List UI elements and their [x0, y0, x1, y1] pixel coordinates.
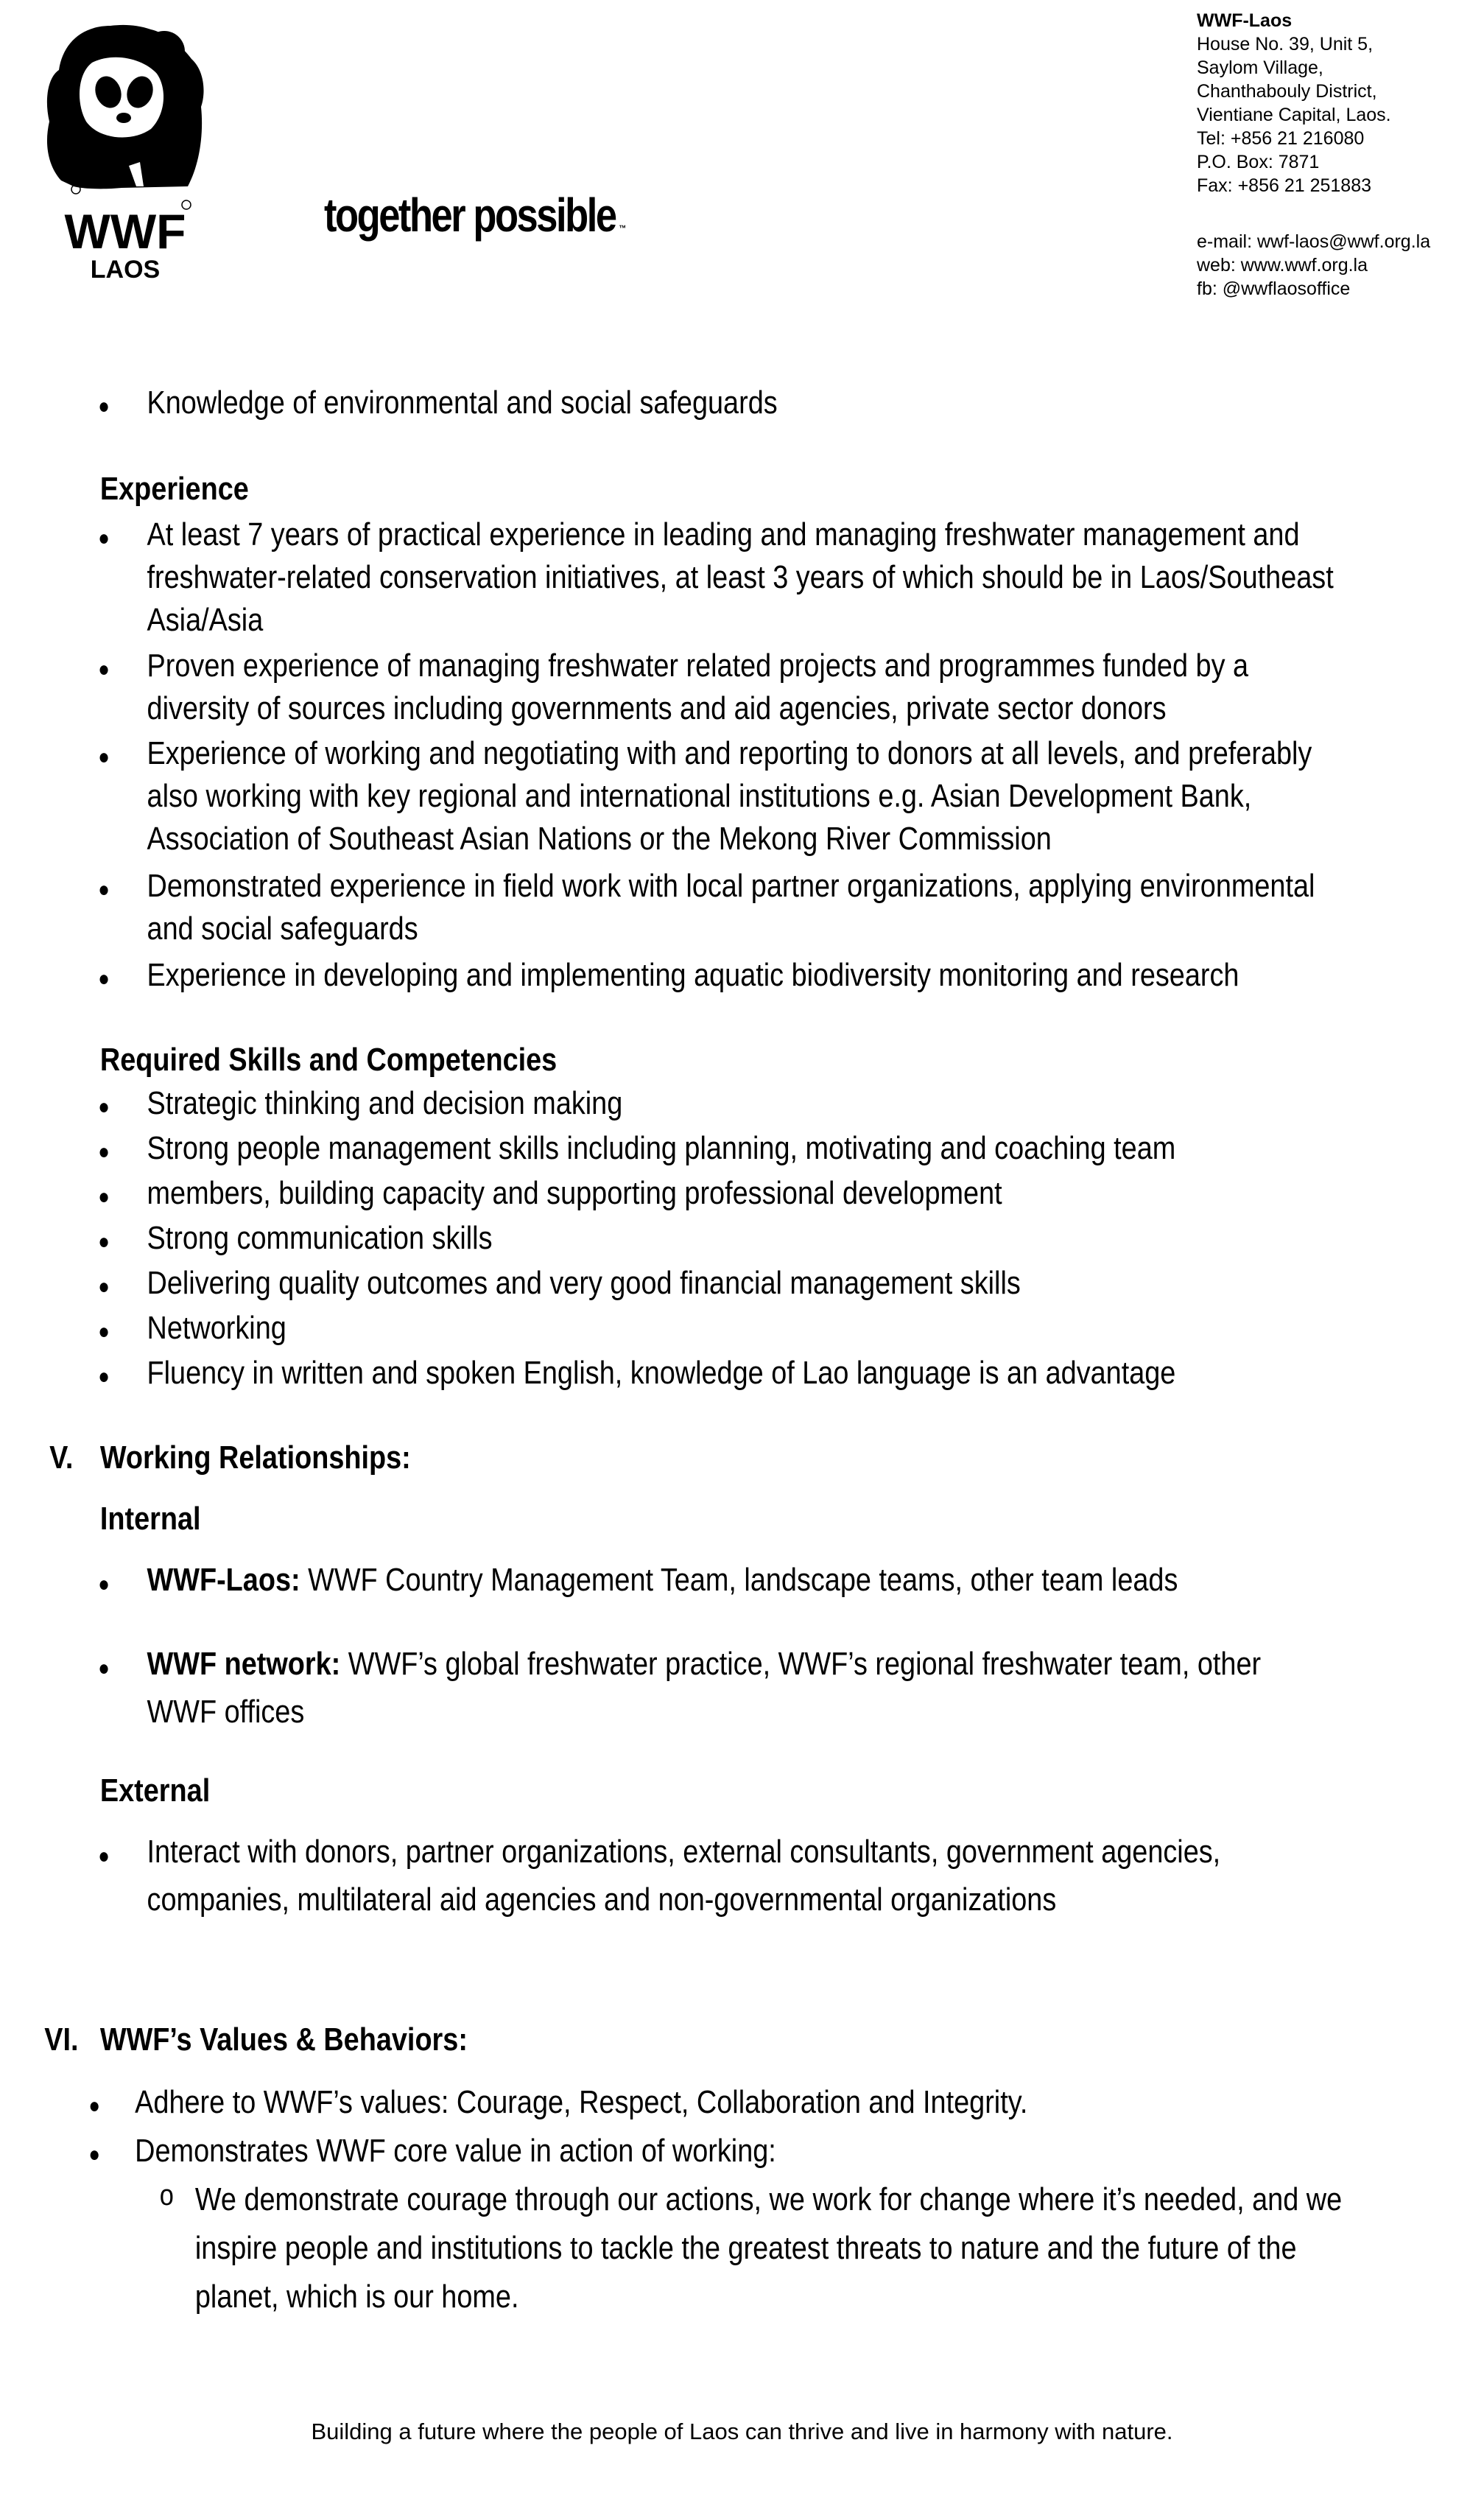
bullet-icon: ● — [98, 1230, 110, 1254]
list-item: WWF offices — [147, 1694, 305, 1730]
bullet-icon: ● — [98, 877, 110, 902]
list-item: Fluency in written and spoken English, knowledge of Lao language is an advantage — [147, 1355, 1176, 1391]
external-heading: External — [99, 1772, 211, 1809]
bullet-icon: ● — [98, 1185, 110, 1209]
list-item: Demonstrated experience in field work with local partner organizations, applying environmental — [147, 868, 1315, 904]
list-item: WWF network: WWF’s global freshwater practice, WWF’s regional freshwater team, other — [147, 1646, 1262, 1682]
bullet-icon: ● — [98, 745, 110, 769]
bullet-icon: ● — [98, 1319, 110, 1344]
bullet-icon: ● — [88, 2094, 100, 2118]
logo-country: LAOS — [90, 256, 161, 284]
list-item: and social safeguards — [147, 911, 418, 947]
bullet-icon: ● — [98, 967, 110, 991]
contact-address-line: Chanthabouly District, — [1197, 81, 1377, 102]
list-item: Strong people management skills including planning, motivating and coaching team — [147, 1130, 1176, 1166]
list-item: Experience of working and negotiating with and reporting to donors at all levels, and preferably — [147, 735, 1312, 771]
bullet-icon: ● — [98, 394, 110, 418]
bullet-icon: ● — [98, 1140, 110, 1164]
list-item: Adhere to WWF’s values: Courage, Respect, Collaboration and Integrity. — [135, 2084, 1028, 2120]
list-item: members, building capacity and supporting professional development — [147, 1175, 1002, 1211]
logo-wordmark: WWF — [64, 204, 186, 259]
list-item: WWF-Laos: WWF Country Management Team, landscape teams, other team leads — [147, 1562, 1178, 1598]
section-title: Working Relationships: — [99, 1439, 411, 1476]
contact-address-line: Saylom Village, — [1197, 57, 1323, 78]
list-item: Association of Southeast Asian Nations or the Mekong River Commission — [147, 821, 1052, 857]
list-item: Asia/Asia — [147, 602, 264, 638]
trademark-mark: ™ — [619, 223, 627, 234]
bullet-icon: ● — [98, 1844, 110, 1868]
contact-pobox: P.O. Box: 7871 — [1197, 152, 1320, 172]
list-item: Interact with donors, partner organizations, external consultants, government agencies, — [147, 1834, 1221, 1870]
list-item: planet, which is our home. — [194, 2279, 519, 2315]
bullet-icon: ● — [98, 526, 110, 550]
skills-heading: Required Skills and Competencies — [99, 1042, 558, 1078]
section-title: WWF’s Values & Behaviors: — [99, 2021, 468, 2058]
list-item: We demonstrate courage through our actions, we work for change where it’s needed, and we — [194, 2181, 1343, 2217]
list-item: Knowledge of environmental and social safeguards — [147, 385, 778, 421]
contact-tel: Tel: +856 21 216080 — [1197, 128, 1365, 149]
bullet-icon: ● — [98, 1274, 110, 1299]
bullet-icon: ● — [98, 1572, 110, 1596]
tagline: together possible ™ — [324, 189, 627, 242]
contact-fax: Fax: +856 21 251883 — [1197, 175, 1371, 196]
item-label: WWF-Laos: — [147, 1562, 300, 1598]
bullet-icon: ● — [88, 2142, 100, 2167]
contact-org: WWF-Laos — [1197, 10, 1293, 31]
internal-heading: Internal — [99, 1501, 201, 1537]
list-item: Demonstrates WWF core value in action of working: — [135, 2133, 776, 2169]
list-item: also working with key regional and international institutions e.g. Asian Development Bank, — [147, 778, 1252, 814]
list-item: At least 7 years of practical experience in leading and managing freshwater management and — [147, 516, 1300, 553]
contact-address-line: Vientiane Capital, Laos. — [1197, 105, 1391, 125]
contact-facebook[interactable]: fb: @wwflaosoffice — [1197, 278, 1351, 299]
list-item: Strategic thinking and decision making — [147, 1085, 623, 1121]
list-item: Proven experience of managing freshwater related projects and programmes funded by a — [147, 648, 1249, 684]
list-item: Delivering quality outcomes and very good financial management skills — [147, 1265, 1021, 1301]
bullet-icon: ● — [98, 1656, 110, 1680]
list-item: companies, multilateral aid agencies and non-governmental organizations — [147, 1882, 1057, 1918]
contact-email[interactable]: e-mail: wwf-laos@wwf.org.la — [1197, 231, 1431, 252]
list-item: diversity of sources including governments and aid agencies, private sector donors — [147, 690, 1167, 726]
item-label: WWF network: — [147, 1646, 341, 1682]
list-item: Networking — [147, 1310, 286, 1346]
sub-bullet-icon: o — [159, 2179, 174, 2212]
bullet-icon: ● — [98, 657, 110, 681]
contact-address-line: House No. 39, Unit 5, — [1197, 34, 1374, 55]
list-item: inspire people and institutions to tackle the greatest threats to nature and the future of the — [194, 2230, 1297, 2266]
contact-web[interactable]: web: www.wwf.org.la — [1197, 255, 1368, 276]
list-item: freshwater-related conservation initiatives, at least 3 years of which should be in Laos/Southeast — [147, 559, 1334, 595]
bullet-icon: ● — [98, 1364, 110, 1389]
section-number: VI. — [44, 2021, 79, 2058]
list-item: Experience in developing and implementing aquatic biodiversity monitoring and research — [147, 957, 1239, 993]
bullet-icon: ● — [98, 1095, 110, 1119]
experience-heading: Experience — [99, 471, 249, 507]
footer-slogan: Building a future where the people of Laos can thrive and live in harmony with nature. — [311, 2419, 1173, 2444]
section-number: V. — [49, 1439, 74, 1476]
list-item: Strong communication skills — [147, 1220, 493, 1256]
